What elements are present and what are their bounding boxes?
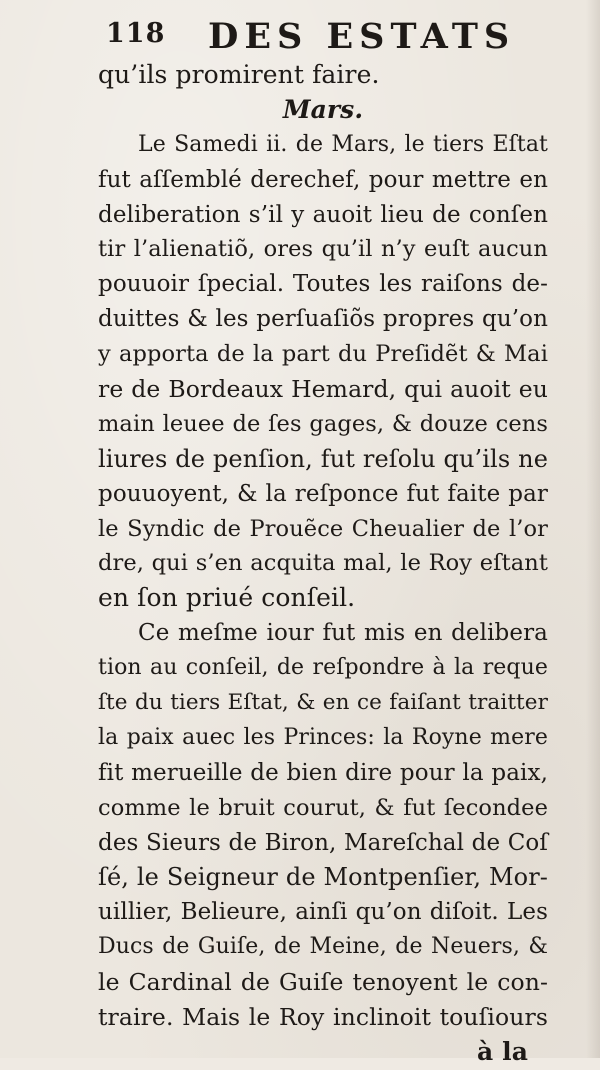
text-line: le Cardinal de Guiſe tenoyent le con- <box>98 968 548 997</box>
text-line: duittes & les perſuaſiõs propres qu’on <box>98 306 548 333</box>
text-line: liures de penſion, fut reſolu qu’ils ne <box>98 444 548 473</box>
text-line: la paix auec les Princes: la Royne mere <box>98 724 548 750</box>
text-line: traire. Mais le Roy inclinoit touſiours <box>98 1003 548 1032</box>
text-line: tion au conſeil, de reſpondre à la reque <box>98 655 548 681</box>
text-line: dre, qui s’en acquita mal, le Roy eſtant <box>98 550 548 577</box>
catchword: à la <box>477 1036 528 1066</box>
text-line: uillier, Belieure, ainſi qu’on diſoit. Les <box>98 899 548 926</box>
text-line: main leuee de ſes gages, & douze cens <box>98 410 548 437</box>
text-line: fit merueille de bien dire pour la paix, <box>98 759 548 786</box>
text-line: Le Samedi ii. de Mars, le tiers Eſtat <box>138 131 548 157</box>
text-line: Ducs de Guiſe, de Meine, de Neuers, & <box>98 934 548 960</box>
page-edge-shadow <box>586 0 600 1058</box>
text-line: ſé, le Seigneur de Montpenſier, Mor- <box>98 863 548 892</box>
text-line: re de Bordeaux Hemard, qui auoit eu <box>98 375 548 404</box>
text-line: des Sieurs de Biron, Mareſchal de Coſ <box>98 829 548 856</box>
page-header <box>100 18 540 58</box>
text-line: comme le bruit courut, & fut ſecondee <box>98 794 548 821</box>
text-line: Ce meſme iour fut mis en delibera <box>138 620 548 647</box>
text-line: tir l’alienatiõ, ores qu’il n’y euſt aucun <box>98 236 548 263</box>
body-text <box>98 58 548 1070</box>
text-line: en ſon priué conſeil. <box>98 583 356 613</box>
page-number: 118 <box>106 18 166 49</box>
marginal-heading-mars: Mars. <box>282 94 364 124</box>
text-line: pouuoir ſpecial. Toutes les raiſons de- <box>98 271 548 298</box>
running-head: DES ESTATS <box>208 16 516 57</box>
text-line: qu’ils promirent faire. <box>98 60 380 89</box>
text-line: y apporta de la part du Preſidẽt & Mai <box>98 341 548 368</box>
text-line: le Syndic de Prouẽce Cheualier de l’or <box>98 515 548 542</box>
text-line: pouuoyent, & la reſponce fut faite par <box>98 480 548 507</box>
text-line: ſte du tiers Eſtat, & en ce faiſant traitter <box>98 690 548 716</box>
text-line: fut aſſemblé derechef, pour mettre en <box>98 166 548 193</box>
text-line: deliberation s’il y auoit lieu de conſen <box>98 201 548 228</box>
